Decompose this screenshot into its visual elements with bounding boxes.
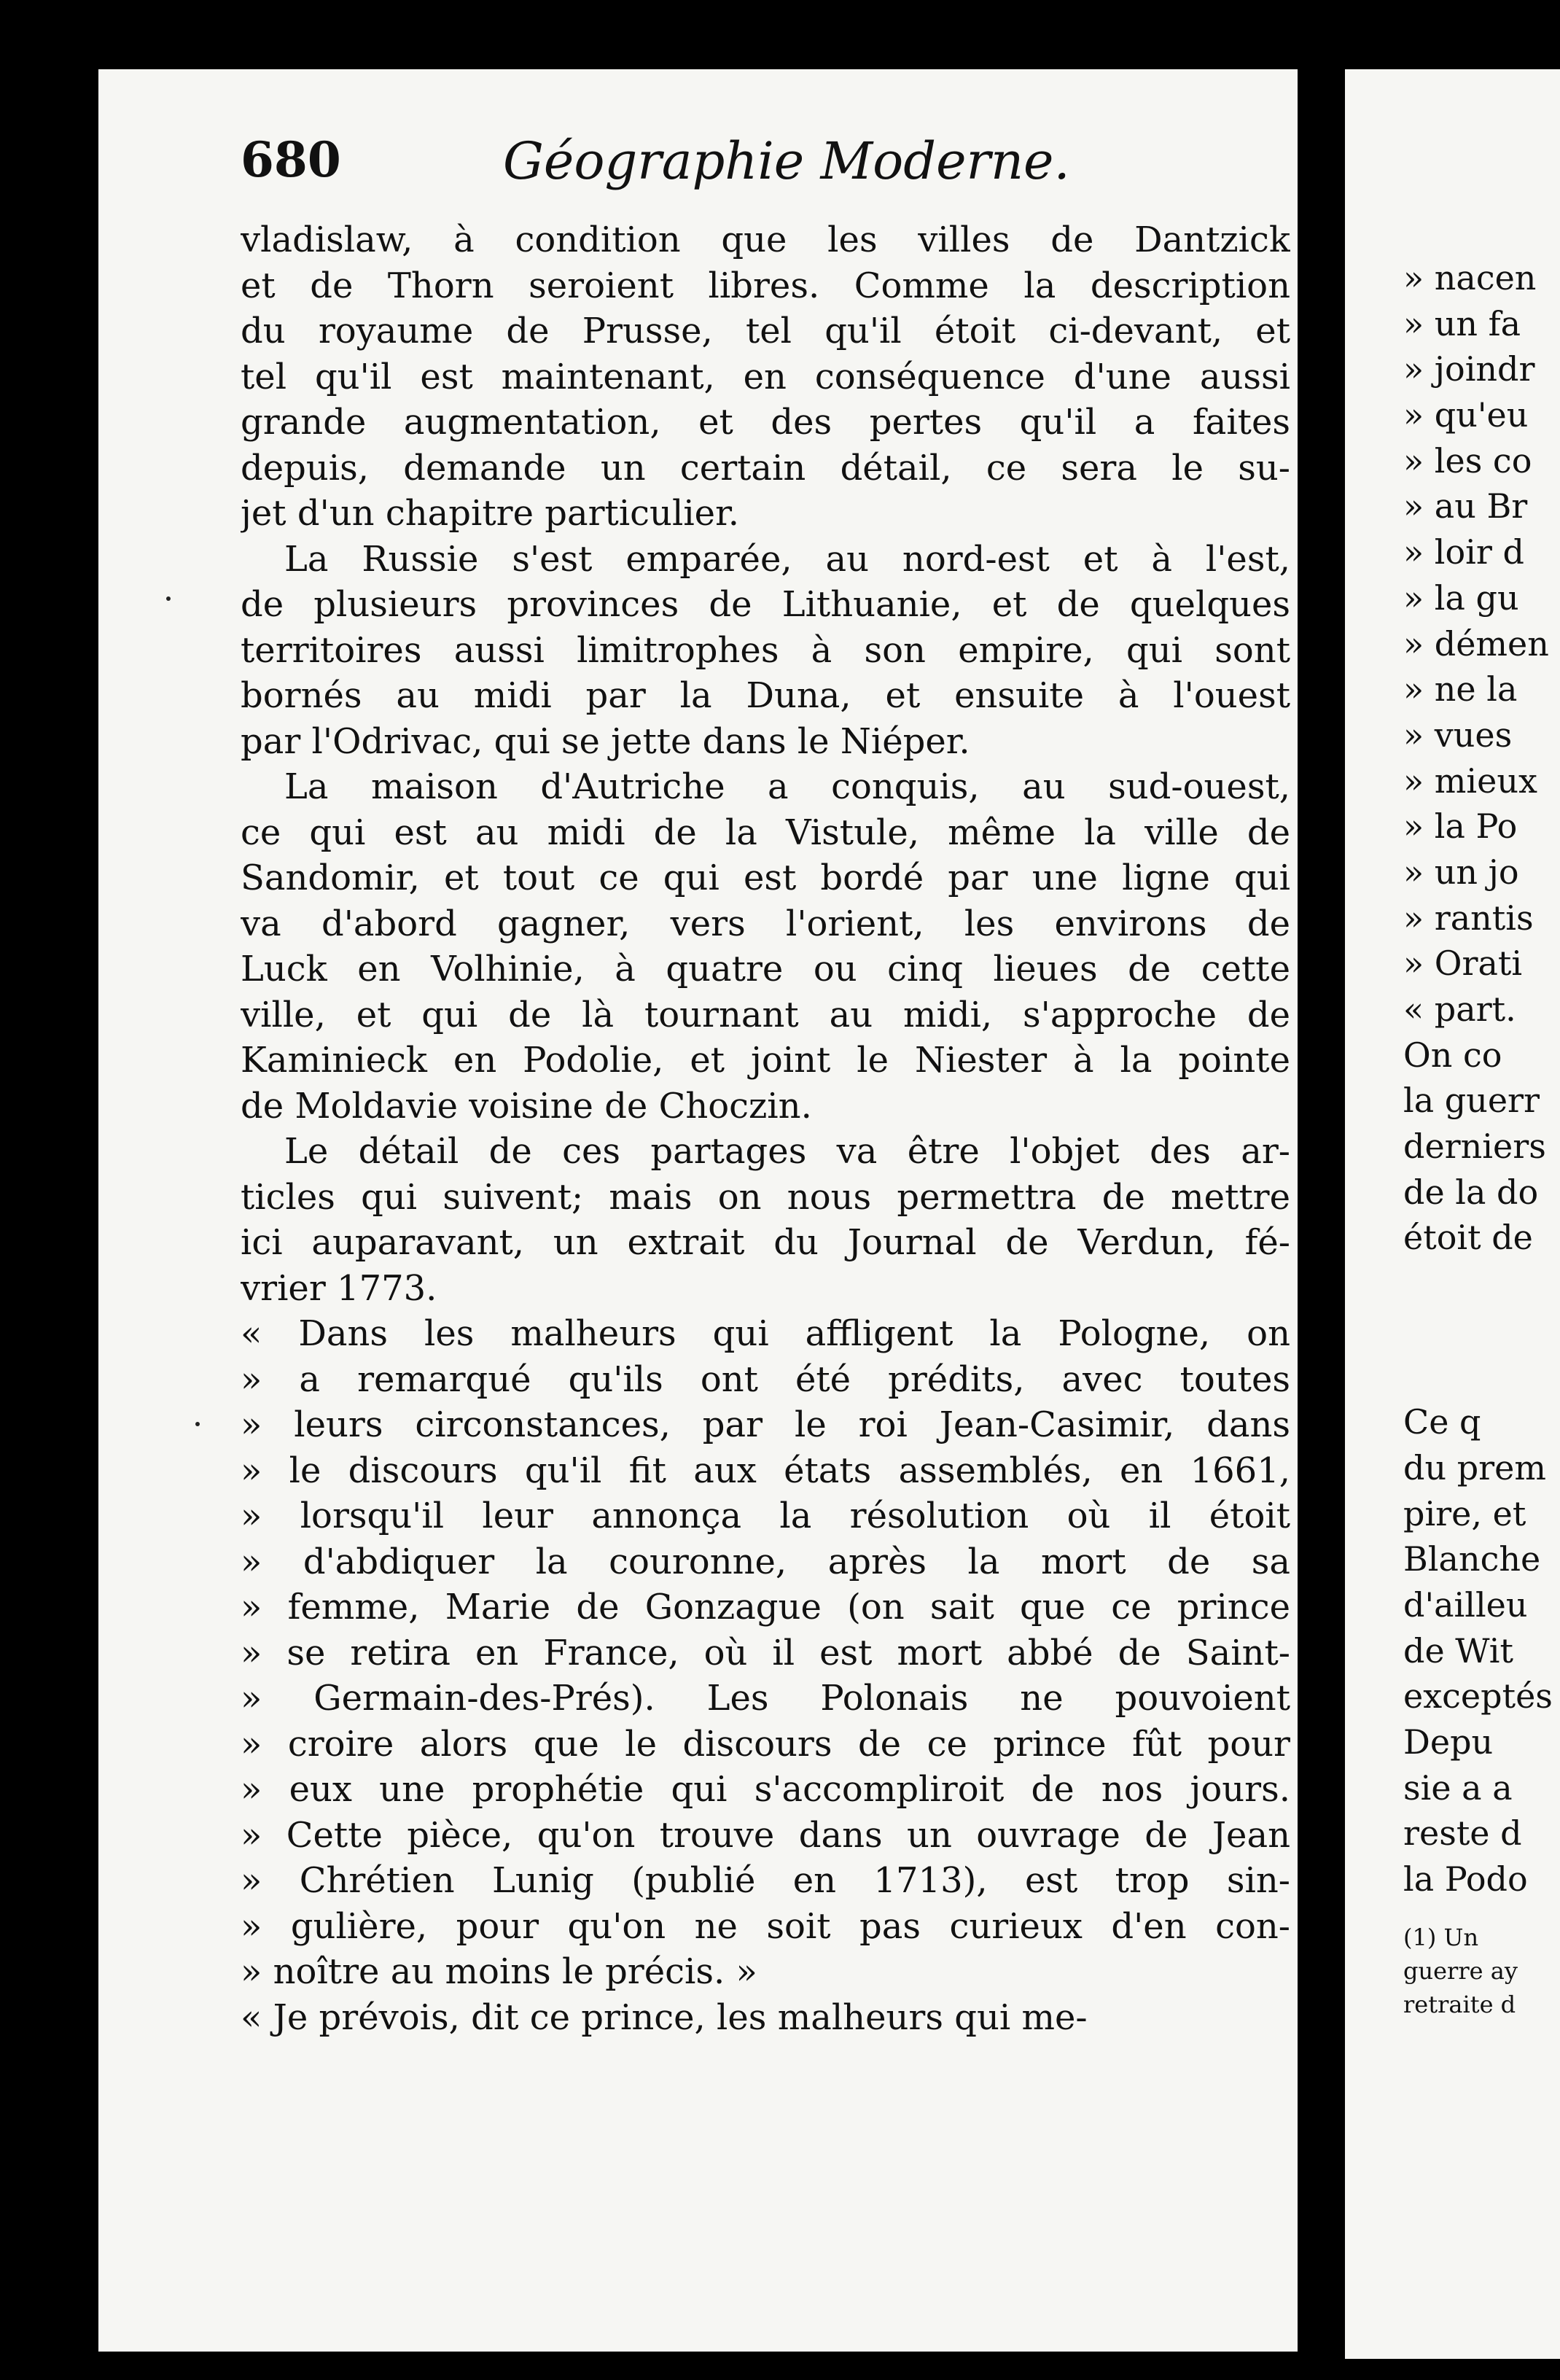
text-line: de la do — [1403, 1172, 1539, 1212]
text-line: Ce q — [1403, 1402, 1481, 1442]
text-line: la Podo — [1403, 1859, 1528, 1899]
text-line: reste d — [1403, 1813, 1522, 1854]
text-line: Luck en Volhinie, à quatre ou cinq lieues de cette — [241, 949, 1290, 989]
text-line: » se retira en France, où il est mort abbé de Saint- — [241, 1632, 1290, 1673]
text-line: va d'abord gagner, vers l'orient, les environs de — [241, 903, 1290, 944]
footnote-line: (1) Un — [1403, 1923, 1479, 1951]
footnote-line: retraite d — [1403, 1990, 1516, 2018]
text-line: de plusieurs provinces de Lithuanie, et de quelques — [241, 584, 1290, 625]
page-header — [241, 131, 1290, 219]
text-line: sie a a — [1403, 1768, 1513, 1808]
running-title: Géographie Moderne. — [503, 131, 1070, 191]
left-page-body — [241, 217, 1290, 2040]
text-line: étoit de — [1403, 1218, 1533, 1258]
text-line: » gulière, pour qu'on ne soit pas curieux d'en con- — [241, 1905, 1290, 1947]
text-line: grande augmentation, et des pertes qu'il a faites — [241, 402, 1290, 443]
text-line: tel qu'il est maintenant, en conséquence d'une aussi — [241, 356, 1290, 397]
text-line: » croire alors que le discours de ce prince fût pour — [241, 1723, 1290, 1765]
page-number: 680 — [241, 131, 341, 188]
text-line: On co — [1403, 1035, 1502, 1075]
section-gap — [1403, 1261, 1560, 1399]
text-line: » leurs circonstances, par le roi Jean-Casimir, dans — [241, 1404, 1290, 1445]
text-line: bornés au midi par la Duna, et ensuite à l'ouest — [241, 675, 1290, 716]
text-line: » rantis — [1403, 898, 1534, 938]
text-line: » Cette pièce, qu'on trouve dans un ouvrage de Jean — [241, 1814, 1290, 1856]
text-line: » femme, Marie de Gonzague (on sait que ce prince — [241, 1587, 1290, 1628]
text-line: » la Po — [1403, 806, 1518, 847]
text-line: et de Thorn seroient libres. Comme la description — [241, 265, 1290, 306]
text-line: la guerr — [1403, 1081, 1540, 1121]
text-line: » noître au moins le précis. » — [241, 1951, 757, 1992]
text-line: » un fa — [1403, 303, 1521, 343]
text-line: jet d'un chapitre particulier. — [241, 493, 739, 534]
text-line: » au Br — [1403, 486, 1528, 526]
text-line: derniers — [1403, 1127, 1546, 1167]
text-line: territoires aussi limitrophes à son empire, qui sont — [241, 629, 1290, 671]
text-line: » d'abdiquer la couronne, après la mort de sa — [241, 1541, 1290, 1582]
text-line: » qu'eu — [1403, 395, 1529, 435]
text-line: Le détail de ces partages va être l'objet des ar- — [284, 1131, 1290, 1172]
text-line: La maison d'Autriche a conquis, au sud-ouest, — [284, 766, 1290, 807]
text-line: de Moldavie voisine de Choczin. — [241, 1085, 812, 1127]
paper-speck — [166, 596, 171, 601]
text-line: La Russie s'est emparée, au nord-est et à l'est, — [284, 538, 1290, 580]
text-line: du royaume de Prusse, tel qu'il étoit ci-devant, et — [241, 311, 1290, 351]
text-line: Blanche — [1403, 1539, 1541, 1579]
text-line: » Germain-des-Prés). Les Polonais ne pouvoient — [241, 1678, 1290, 1719]
text-line: « part. — [1403, 989, 1516, 1029]
text-line: Depu — [1403, 1722, 1494, 1762]
text-line: » eux une prophétie qui s'accompliroit de nos jours. — [241, 1769, 1290, 1810]
text-line: ce qui est au midi de la Vistule, même la ville de — [241, 812, 1290, 853]
text-line: ticles qui suivent; mais on nous permettra de mettre — [241, 1176, 1290, 1218]
text-line: de Wit — [1403, 1630, 1513, 1671]
text-line: » a remarqué qu'ils ont été prédits, avec toutes — [241, 1358, 1290, 1400]
text-line: « Dans les malheurs qui affligent la Pologne, on — [241, 1313, 1290, 1354]
text-line: » loir d — [1403, 532, 1524, 572]
text-line: » mieux — [1403, 761, 1537, 801]
text-line: vrier 1773. — [241, 1267, 437, 1309]
text-line: » un jo — [1403, 852, 1519, 892]
text-line: » nacen — [1403, 258, 1537, 298]
text-line: ville, et qui de là tournant au midi, s'approche de — [241, 994, 1290, 1035]
text-line: vladislaw, à condition que les villes de Dantzick — [241, 219, 1290, 260]
text-line: » vues — [1403, 715, 1513, 755]
text-line: » les co — [1403, 440, 1532, 481]
text-line: exceptés — [1403, 1676, 1553, 1716]
paper-speck — [195, 1422, 200, 1426]
text-line: » le discours qu'il fit aux états assemblés, en 1661, — [241, 1450, 1290, 1491]
text-line: du prem — [1403, 1447, 1546, 1488]
text-line: d'ailleu — [1403, 1584, 1528, 1625]
text-line: depuis, demande un certain détail, ce sera le su- — [241, 447, 1290, 489]
footnote-line: guerre ay — [1403, 1956, 1518, 1985]
right-page-body — [1403, 255, 1560, 2021]
text-line: » Chrétien Lunig (publié en 1713), est trop sin- — [241, 1860, 1290, 1901]
text-line: » Orati — [1403, 944, 1523, 984]
book-gutter — [1298, 69, 1345, 2366]
text-line: ici auparavant, un extrait du Journal de Verdun, fé- — [241, 1222, 1290, 1263]
text-line: » joindr — [1403, 349, 1535, 389]
text-line: par l'Odrivac, qui se jette dans le Niéper. — [241, 720, 970, 762]
text-line: » ne la — [1403, 669, 1518, 709]
text-line: » démen — [1403, 623, 1549, 664]
text-line: « Je prévois, dit ce prince, les malheurs qui me- — [241, 1996, 1088, 2038]
text-line: pire, et — [1403, 1493, 1526, 1533]
text-line: Sandomir, et tout ce qui est bordé par une ligne qui — [241, 858, 1290, 898]
text-line: Kaminieck en Podolie, et joint le Niester à la pointe — [241, 1040, 1290, 1081]
text-line: » la gu — [1403, 578, 1519, 618]
section-gap — [1403, 1902, 1560, 1921]
text-line: » lorsqu'il leur annonça la résolution où il étoit — [241, 1496, 1290, 1536]
